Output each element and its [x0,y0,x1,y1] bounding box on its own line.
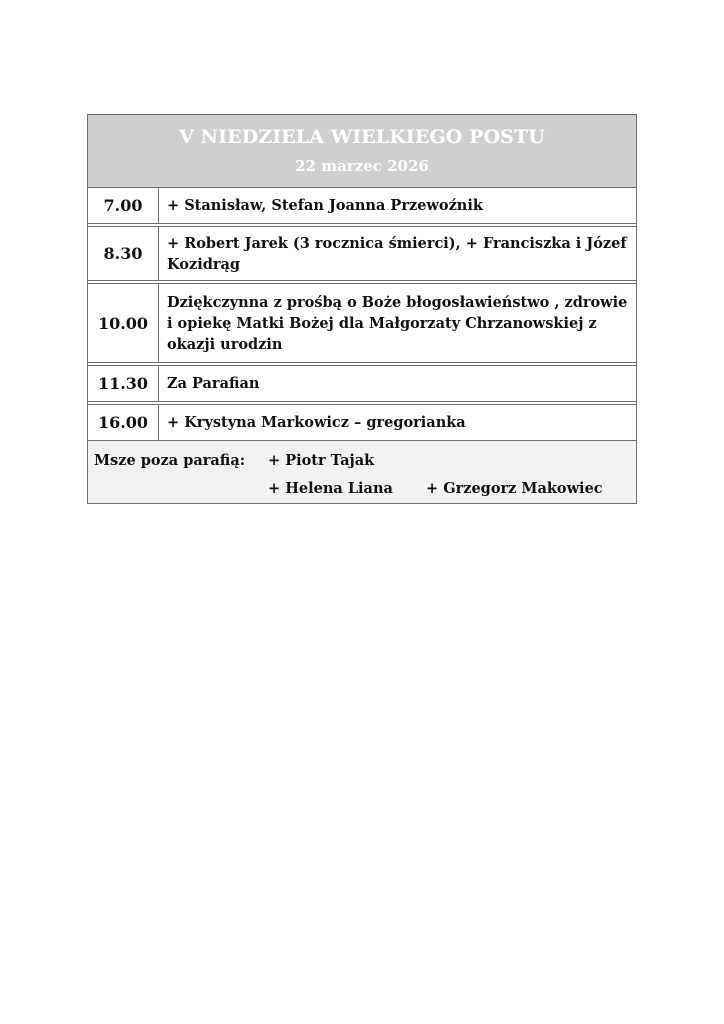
mass-schedule-table [87,114,637,504]
mass-intention: Za Parafian [167,375,260,392]
mass-intention: + Krystyna Markowicz – gregorianka [167,414,466,431]
outside-parish-intention: + Piotr Tajak [268,452,375,469]
mass-time: 11.30 [88,366,159,401]
sunday-title: V NIEDZIELA WIELKIEGO POSTU [179,126,545,148]
mass-intention: + Stanisław, Stefan Joanna Przewoźnik [167,197,483,214]
mass-intention: + Robert Jarek (3 rocznica śmierci), + Franciszka i Józef Kozidrąg [167,234,627,273]
outside-parish-intention: + Grzegorz Makowiec [426,480,603,497]
mass-time: 10.00 [88,284,159,362]
sunday-date: 22 marzec 2026 [295,157,429,175]
mass-time: 7.00 [88,188,159,223]
table-header [88,115,636,188]
mass-row [88,227,636,281]
mass-row [88,188,636,224]
outside-parish-section [88,441,636,503]
mass-intention: Dziękczynna z prośbą o Boże błogosławieństwo , zdrowie i opiekę Matki Bożej dla Małgorzaty Chrzanowskiej z okazji urodzin [167,293,628,353]
mass-time: 16.00 [88,405,159,440]
mass-row [88,366,636,402]
mass-row [88,405,636,441]
outside-parish-label: Msze poza parafią: [94,452,246,469]
outside-parish-intention: + Helena Liana [268,480,393,497]
mass-row [88,284,636,363]
mass-time: 8.30 [88,227,159,280]
